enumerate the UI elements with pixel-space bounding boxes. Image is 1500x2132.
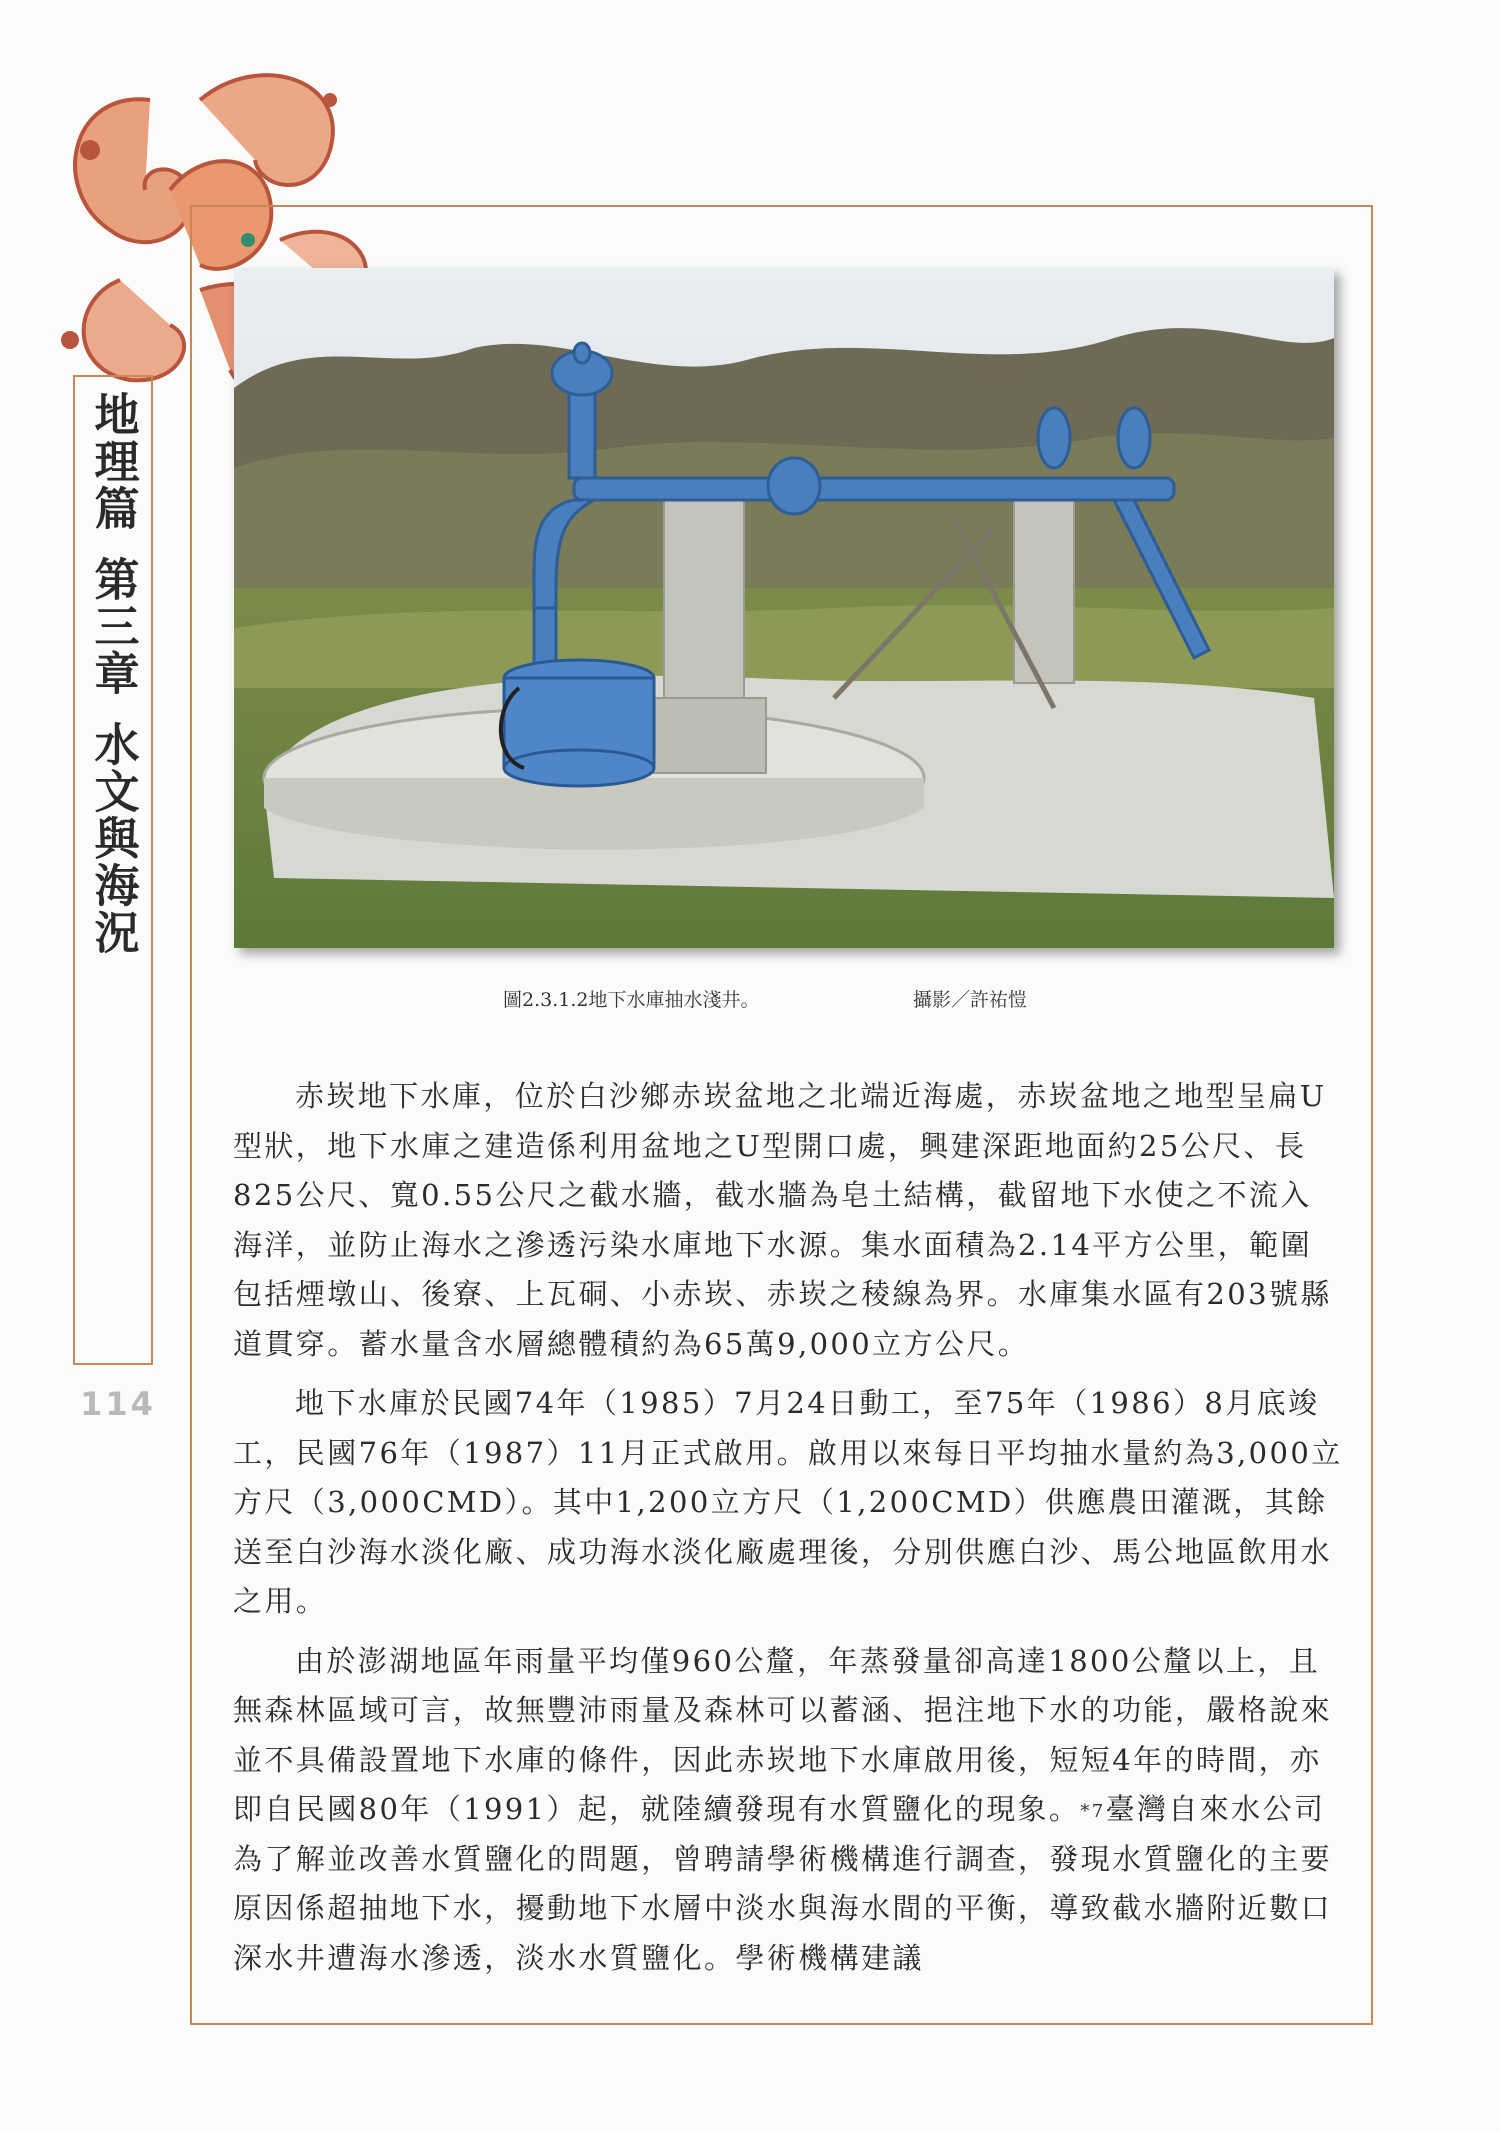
section-label: 地理篇 — [86, 391, 140, 532]
page-number: 114 — [80, 1385, 156, 1423]
paragraph: 地下水庫於民國74年（1985）7月24日動工，至75年（1986）8月底竣工，民國76年（1987）11月正式啟用。啟用以來每日平均抽水量約為3,000立方尺（3,000CMD）。其中1,200立方尺（1,200CMD）供應農田灌溉，其餘送至白沙海水淡化廠、成功海水淡化廠處理後，分別供應白沙、馬公地區飲用水之用。 — [233, 1386, 1343, 1618]
body-text — [233, 1072, 1343, 1983]
paragraph: 由於澎湖地區年雨量平均僅960公釐，年蒸發量卻高達1800公釐以上，且無森林區域可言，故無豐沛雨量及森林可以蓄涵、挹注地下水的功能，嚴格說來並不具備設置地下水庫的條件，因此赤崁地下水庫啟用後，短短4年的時間，亦即自民國80年（1991）起，就陸續發現有水質鹽化的現象。$^{*7}$臺灣自來水公司為了解並改善水質鹽化的問題，曾聘請學術機構進行調查，發現水質鹽化的主要原因係超抽地下水，擾動地下水層中淡水與海水間的平衡，導致截水牆附近數口深水井遭海水滲透，淡水水質鹽化。學術機構建議 — [233, 1643, 1333, 1975]
chapter-title: 水文與海況 — [86, 721, 140, 956]
chapter-sidebar — [73, 375, 153, 1365]
paragraph: 赤崁地下水庫，位於白沙鄉赤崁盆地之北端近海處，赤崁盆地之地型呈扁U型狀，地下水庫之建造係利用盆地之U型開口處，興建深距地面約25公尺、長825公尺、寬0.55公尺之截水牆，截水牆為皂土結構，截留地下水使之不流入海洋，並防止海水之滲透污染水庫地下水源。集水面積為2.14平方公里，範圍包括煙墩山、後寮、上瓦硐、小赤崁、赤崁之稜線為界。水庫集水區有203號縣道貫穿。蓄水量含水層總體積約為65萬9,000立方公尺。 — [233, 1079, 1332, 1361]
chapter-label: 第三章 — [86, 556, 140, 697]
footnote-mark: *7 — [1080, 1801, 1106, 1822]
photo-caption — [503, 985, 1123, 1015]
photo-credit: 攝影／許祐愷 — [913, 989, 1028, 1011]
caption-text: 圖2.3.1.2地下水庫抽水淺井。 — [503, 989, 760, 1011]
pumping-well-photo — [234, 268, 1334, 948]
photo-illustration-icon — [234, 268, 1334, 948]
